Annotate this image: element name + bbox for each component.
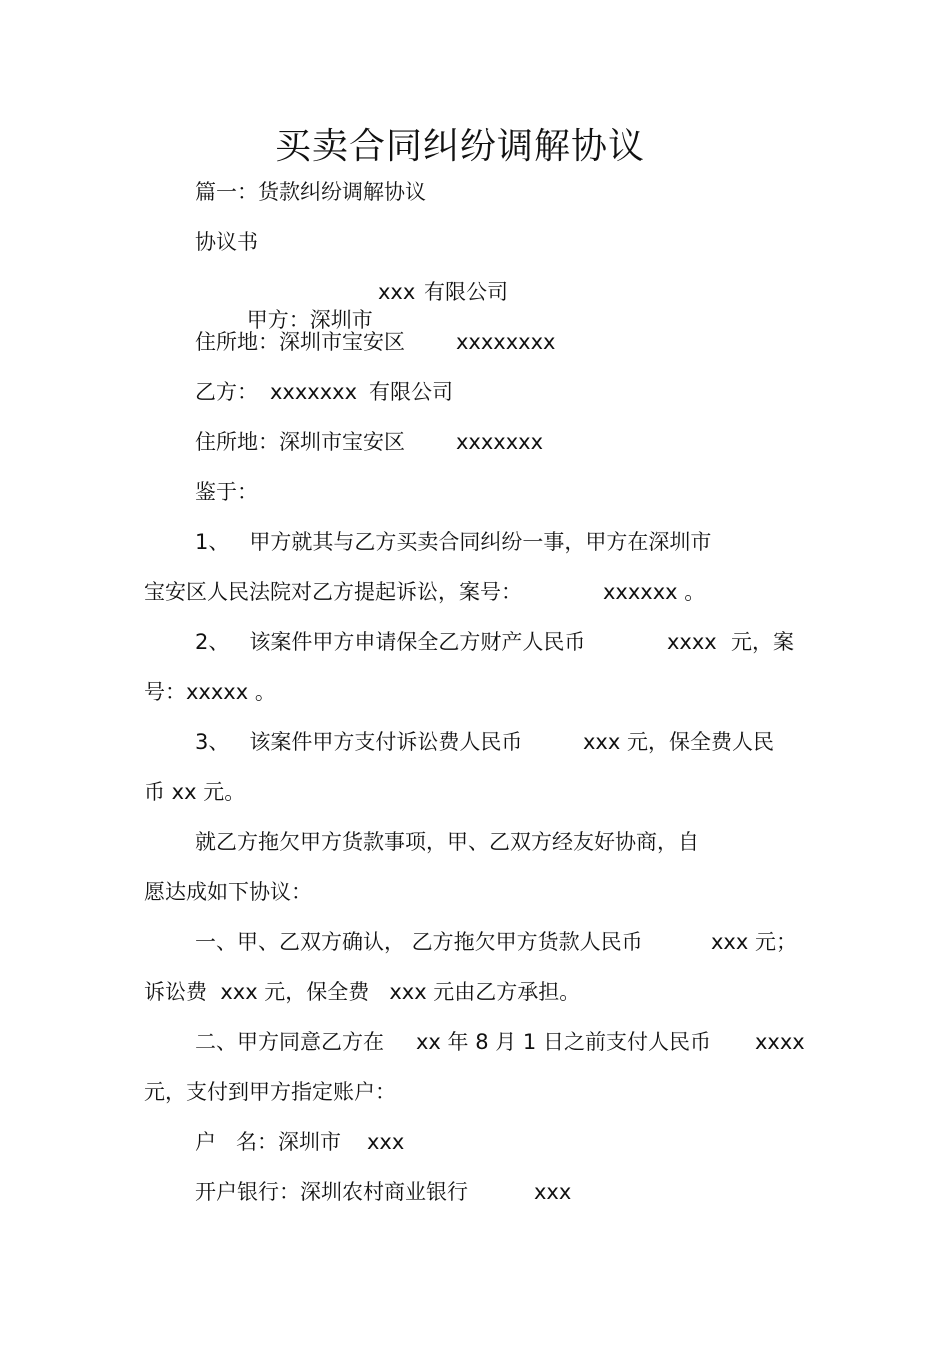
party-b-label: 乙方： [195, 380, 258, 404]
party-a-address-label: 住所地：深圳市宝安区 [195, 330, 405, 354]
party-a-label: 甲方：深圳市 [246, 308, 373, 332]
article-2-amount: xxxx [755, 1030, 805, 1054]
party-b-address-value: xxxxxxx [456, 430, 543, 454]
party-b-name: xxxxxxx [270, 380, 357, 404]
item-2-line-2: 号：xxxxx 。 [144, 680, 276, 704]
item-1-line-2: 宝安区人民法院对乙方提起诉讼，案号： [144, 580, 522, 604]
article-1-amount: xxx 元； [711, 930, 797, 954]
party-b-address-label: 住所地：深圳市宝安区 [195, 430, 405, 454]
account-bank-value: xxx [534, 1180, 572, 1204]
item-3-line-1: 3、 该案件甲方支付诉讼费人民币 [195, 730, 523, 754]
item-3-amounts: xxx 元，保全费人民 [583, 730, 774, 754]
account-name-label: 户 名：深圳市 [195, 1130, 342, 1154]
article-2-date: xx 年 8 月 1 日之前支付人民币 [416, 1030, 711, 1054]
item-1-case-number: xxxxxx 。 [603, 580, 706, 604]
article-2-line-2: 元，支付到甲方指定账户： [144, 1080, 396, 1104]
negotiation-line-2: 愿达成如下协议： [144, 880, 312, 904]
agreement-heading: 协议书 [195, 230, 258, 254]
account-bank-label: 开户银行：深圳农村商业银行 [195, 1180, 468, 1204]
item-2-tail: 元，案 [731, 630, 794, 654]
account-name-value: xxx [367, 1130, 405, 1154]
item-2-line-1: 2、 该案件甲方申请保全乙方财产人民币 [195, 630, 586, 654]
item-3-line-2: 币 xx 元。 [144, 780, 246, 804]
item-2-amount: xxxx [667, 630, 717, 654]
negotiation-line-1: 就乙方拖欠甲方货款事项，甲、乙双方经友好协商，自 [195, 830, 699, 854]
article-1-line-1: 一、甲、乙双方确认， 乙方拖欠甲方货款人民币 [195, 930, 643, 954]
item-1-line-1: 1、 甲方就其与乙方买卖合同纠纷一事，甲方在深圳市 [195, 530, 712, 554]
whereas-label: 鉴于： [195, 480, 258, 504]
party-b-suffix: 有限公司 [369, 380, 453, 404]
article-2-line-1: 二、甲方同意乙方在 [195, 1030, 384, 1054]
section-subtitle: 篇一：货款纠纷调解协议 [195, 180, 426, 204]
document-title: 买卖合同纠纷调解协议 [274, 126, 645, 167]
party-a-suffix: 有限公司 [424, 280, 508, 304]
party-a-address-value: xxxxxxxx [456, 330, 556, 354]
party-a-name: xxx [378, 280, 416, 304]
article-1-line-2: 诉讼费 xxx 元，保全费 xxx 元由乙方承担。 [144, 980, 581, 1004]
